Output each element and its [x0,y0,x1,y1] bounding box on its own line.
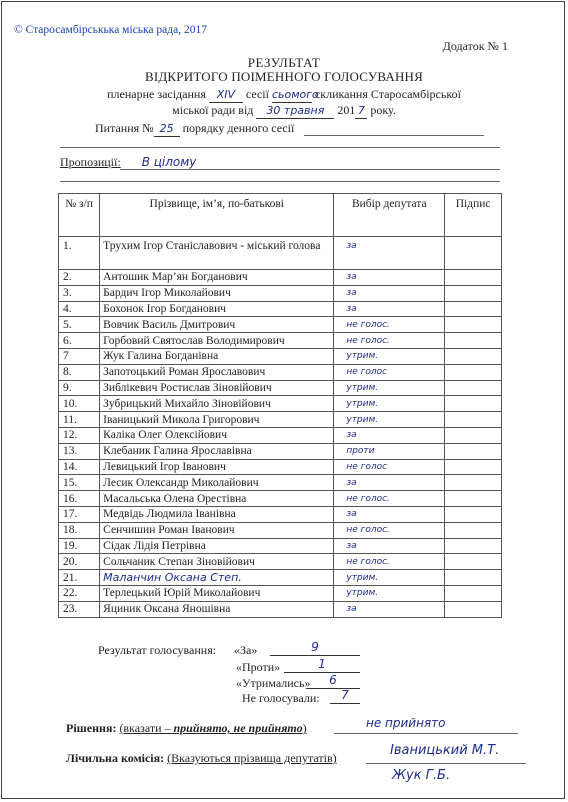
proposals-label: Пропозиції: [60,155,121,169]
deputy-signature [445,412,502,428]
deputy-name: Зиблікевич Ростислав Зіновійович [100,380,334,396]
deputy-choice: за [334,237,445,270]
table-row [59,301,502,317]
deputy-name: Зубрицький Михайло Зіновійович [100,396,334,412]
abstained-label: «Утримались» [236,676,311,690]
deputy-choice: за [334,601,445,617]
commission-name-1: Іваницький М.Т. [390,743,500,758]
deputy-choice: не голос. [334,522,445,538]
proposals-value: В цілому [141,155,197,169]
deputy-name: Клебаник Галина Ярославівна [100,443,334,459]
for-value: 9 [270,641,360,656]
row-number: 10. [59,396,100,412]
deputy-signature [445,317,502,333]
table-row [59,412,502,428]
deputy-signature [445,491,502,507]
row-number: 13. [59,443,100,459]
deputy-name: Горбовий Святослав Володимирович [100,333,334,349]
commission-hint: (Вказуються прізвища депутатів) [167,751,337,765]
table-row [59,396,502,412]
table-body [59,237,502,618]
commission-label: Лічильна комісія: [66,751,165,765]
deputy-choice: утрим. [334,348,445,364]
row-number: 5. [59,317,100,333]
table-row [59,522,502,538]
session-number: XIV [209,89,243,103]
row-number: 9. [59,380,100,396]
for-label: «За» [234,643,258,657]
table-header-row [59,194,502,237]
deputy-name: Сідак Лідія Петрівна [100,538,334,554]
table-row [59,554,502,570]
deputy-name: Антошик Мар’ян Богданович [100,270,334,286]
deputy-choice: за [334,285,445,301]
table-row [59,506,502,522]
deputy-signature [445,475,502,491]
deputy-signature [445,427,502,443]
notvoted-value: 7 [330,689,360,704]
row-number: 18. [59,522,100,538]
question-suffix: порядку денного сесії [182,121,295,135]
row-number: 16. [59,491,100,507]
deputy-choice: не голос [334,459,445,475]
proposals-line-2 [60,181,500,182]
session-prefix: пленарне засідання [107,87,206,101]
table-row [59,285,502,301]
deputy-name: Бохонок Ігор Богданович [100,301,334,317]
results-label: Результат голосування: [98,643,217,657]
deputy-signature [445,396,502,412]
table-row [59,317,502,333]
commission-row [66,751,337,766]
decision-value: не прийнято [366,716,446,730]
row-number: 17. [59,506,100,522]
row-number: 1. [59,237,100,270]
decision-hint [119,721,306,735]
table-row [59,237,502,270]
deputy-signature [445,333,502,349]
table-row [59,427,502,443]
deputy-choice: утрим. [334,585,445,601]
against-value: 1 [284,658,360,673]
decision-hint-c: ) [302,721,307,735]
deputy-name: Терлецький Юрій Миколайович [100,585,334,601]
deputy-choice: за [334,538,445,554]
row-number: 20. [59,554,100,570]
decision-underline [334,733,518,734]
proposals-line-1 [120,169,500,170]
session-suffix: скликання Старосамбірської [314,87,461,101]
session-mid: сесії [245,87,269,101]
deputy-signature [445,285,502,301]
deputy-name: Маланчин Оксана Степ. [100,570,334,586]
deputy-signature [445,237,502,270]
abstained-value: 6 [306,674,360,689]
deputy-signature [445,601,502,617]
row-number: 4. [59,301,100,317]
against-label: «Проти» [236,660,281,674]
deputy-name: Сольчаник Степан Зіновійович [100,554,334,570]
proposals-row [60,155,196,170]
deputy-name: Каліка Олег Олексійович [100,427,334,443]
deputy-name: Вовчик Василь Дмитрович [100,317,334,333]
deputy-name: Масальська Олена Орестівна [100,491,334,507]
table-row [59,491,502,507]
header-num: № з/п [59,194,100,237]
deputy-signature [445,459,502,475]
deputy-signature [445,348,502,364]
deputy-name: Яциник Оксана Яношівна [100,601,334,617]
separator-line [60,147,500,148]
table-row [59,538,502,554]
deputy-signature [445,522,502,538]
deputy-name: Сенчишин Роман Іванович [100,522,334,538]
question-number: 25 [154,123,180,137]
deputy-choice: утрим. [334,570,445,586]
row-number: 2. [59,270,100,286]
deputy-choice: за [334,270,445,286]
council-label: міської ради від [172,103,254,117]
deputy-signature [445,570,502,586]
table-row [59,443,502,459]
table-row [59,601,502,617]
decision-row [66,721,307,736]
deputy-name: Трухим Ігор Станіславович - міський голова [100,237,334,270]
deputy-choice: за [334,506,445,522]
session-date: 30 травня [256,105,334,119]
deputy-signature [445,443,502,459]
deputy-choice: за [334,475,445,491]
row-number: 15. [59,475,100,491]
row-number: 3. [59,285,100,301]
deputy-signature [445,538,502,554]
table-row [59,364,502,380]
voting-table [58,193,502,618]
year-prefix: 201 [337,103,356,117]
question-prefix: Питання № [95,121,154,135]
deputy-signature [445,506,502,522]
copyright-notice: © Старосамбірськька міська рада, 2017 [14,24,207,36]
row-number: 23. [59,601,100,617]
row-number: 8. [59,364,100,380]
deputy-choice: за [334,427,445,443]
header-sign: Підпис [445,194,502,237]
table-row [59,270,502,286]
row-number: 22. [59,585,100,601]
row-number: 21. [59,570,100,586]
document-subtitle: ВІДКРИТОГО ПОІМЕННОГО ГОЛОСУВАННЯ [144,69,424,84]
deputy-choice: не голос. [334,554,445,570]
deputy-signature [445,301,502,317]
deputy-choice: за [334,301,445,317]
deputy-signature [445,270,502,286]
decision-hint-b: прийнято, не прийнято [173,721,303,735]
deputy-name: Медвідь Людмила Іванівна [100,506,334,522]
deputy-signature [445,364,502,380]
table-row [59,348,502,364]
deputy-choice: утрим. [334,380,445,396]
deputy-signature [445,585,502,601]
council-date-line [0,103,568,119]
convocation-value: сьомого [271,88,319,101]
table-row [59,333,502,349]
commission-underline [366,763,526,764]
table-row [59,570,502,586]
row-number: 14. [59,459,100,475]
decision-label: Рішення: [66,721,117,735]
year-suffix: року. [370,103,396,117]
deputy-choice: утрим. [334,412,445,428]
deputy-name: Бардич Ігор Миколайович [100,285,334,301]
deputy-choice: не голос. [334,491,445,507]
deputy-name: Жук Галина Богданівна [100,348,334,364]
question-underline [304,135,484,136]
decision-hint-a: (вказати – [119,721,174,735]
notvoted-label: Не голосували: [242,691,320,705]
row-number: 7 [59,348,100,364]
table-row [59,380,502,396]
row-number: 12. [59,427,100,443]
addendum-label: Додаток № 1 [442,39,508,53]
session-line [0,87,568,103]
question-line [95,121,294,137]
deputy-name: Лесик Олександр Миколайович [100,475,334,491]
deputy-choice: утрим. [334,396,445,412]
deputy-choice: проти [334,443,445,459]
year-digit: 7 [355,105,367,119]
deputy-choice: не голос. [334,317,445,333]
table-row [59,585,502,601]
deputy-name: Левицький Ігор Іванович [100,459,334,475]
table-row [59,459,502,475]
deputy-choice: не голос. [334,333,445,349]
commission-name-2: Жук Г.Б. [392,768,451,783]
table-row [59,475,502,491]
row-number: 6. [59,333,100,349]
row-number: 11. [59,412,100,428]
deputy-signature [445,554,502,570]
header-name: Прізвище, ім’я, по-батькові [100,194,334,237]
header-choice: Вибір депутата [334,194,445,237]
row-number: 19. [59,538,100,554]
deputy-name: Іваницький Микола Григорович [100,412,334,428]
deputy-choice: не голос [334,364,445,380]
document-title: РЕЗУЛЬТАТ [247,55,321,70]
deputy-name: Запотоцький Роман Ярославович [100,364,334,380]
deputy-signature [445,380,502,396]
